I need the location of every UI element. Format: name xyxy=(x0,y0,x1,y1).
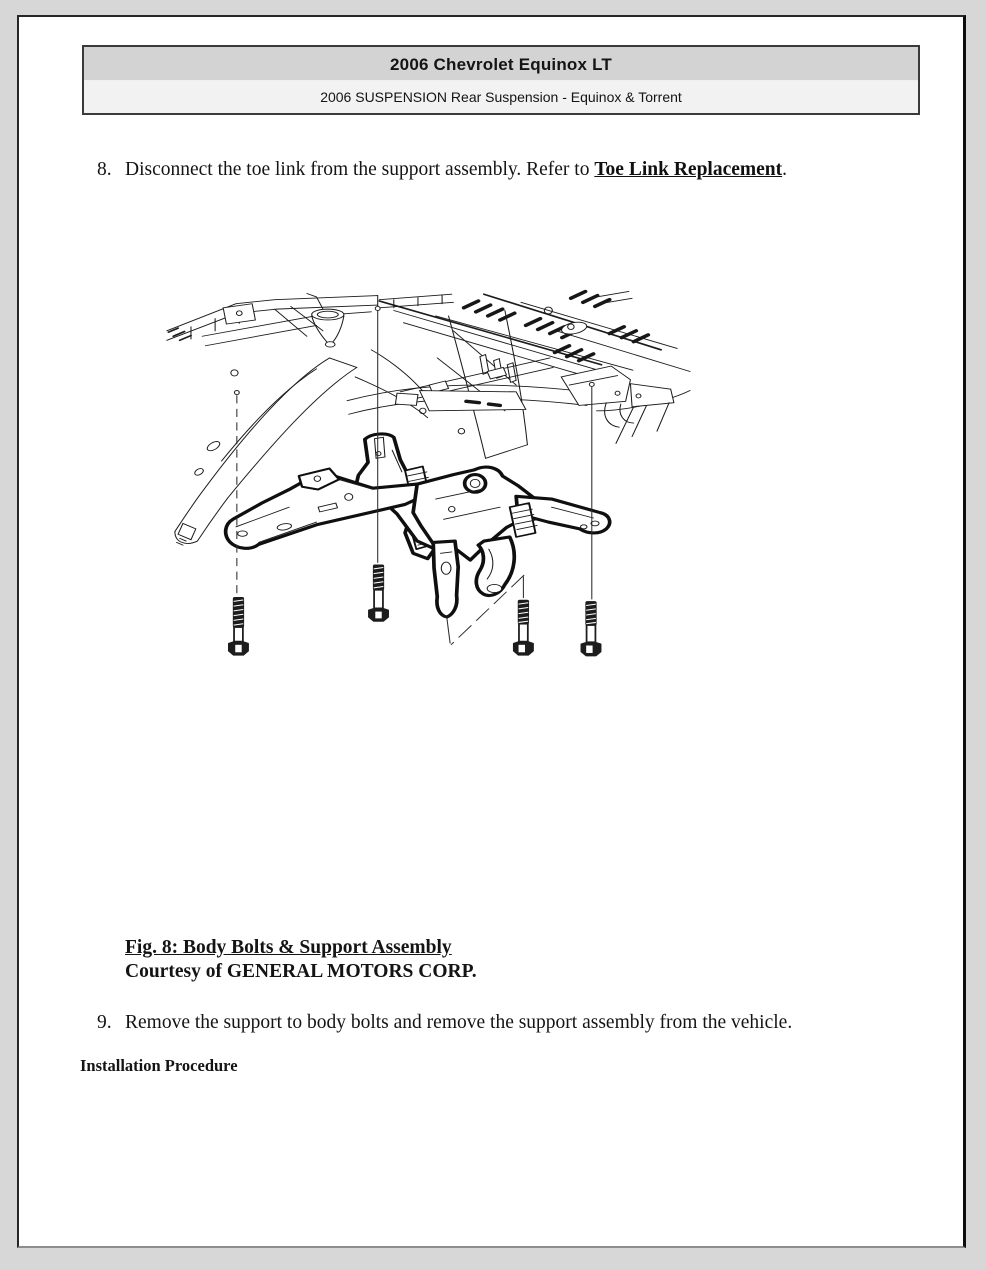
step-8 xyxy=(97,158,907,182)
underbody-illustration xyxy=(162,282,822,872)
body-bolt-1 xyxy=(229,597,248,655)
step-8-text: Disconnect the toe link from the support assembly. Refer to xyxy=(125,159,595,180)
document-page xyxy=(17,15,966,1248)
step-9 xyxy=(97,1011,907,1035)
toe-link-replacement-link[interactable]: Toe Link Replacement xyxy=(594,159,783,180)
body-bolt-3 xyxy=(514,600,533,655)
installation-procedure-heading: Installation Procedure xyxy=(80,1056,238,1075)
step-9-number: 9. xyxy=(97,1012,112,1033)
page-header-box xyxy=(82,45,920,115)
figure-caption-title: Fig. 8: Body Bolts & Support Assembly xyxy=(125,937,452,958)
figure-caption xyxy=(125,936,825,984)
step-8-period: . xyxy=(782,159,788,180)
section-subtitle: 2006 SUSPENSION Rear Suspension - Equinox & Torrent xyxy=(84,81,918,113)
body-bolt-2 xyxy=(369,565,388,621)
step-9-text: Remove the support to body bolts and remove the support assembly from the vehicle. xyxy=(125,1012,793,1033)
vehicle-title: 2006 Chevrolet Equinox LT xyxy=(84,47,918,81)
figure-caption-credit: Courtesy of GENERAL MOTORS CORP. xyxy=(125,961,477,982)
step-8-number: 8. xyxy=(97,159,112,180)
support-assembly-diagram xyxy=(162,282,822,872)
body-bolt-4 xyxy=(581,601,600,655)
